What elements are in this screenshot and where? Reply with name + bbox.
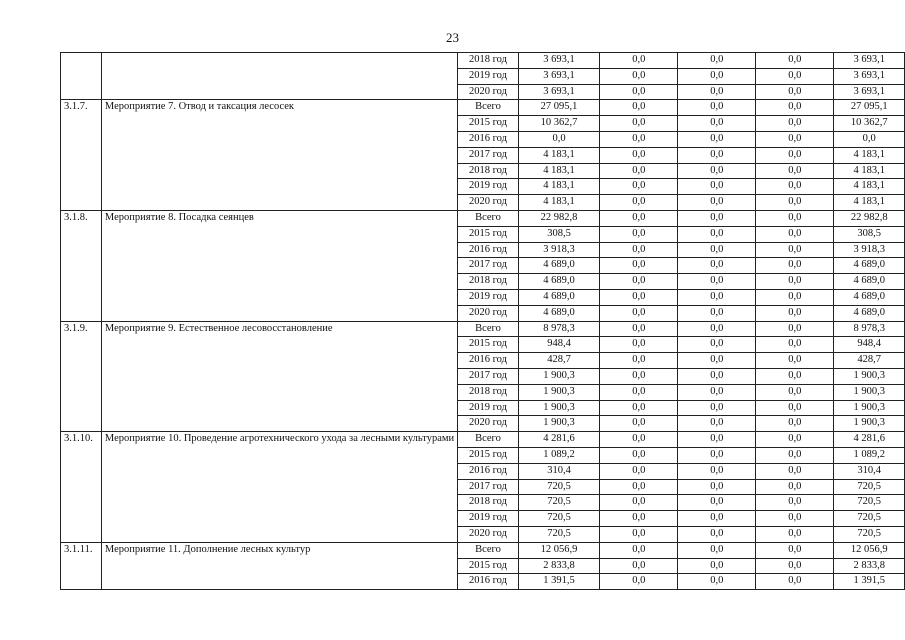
federal-funding-cell: 0,0	[600, 274, 678, 290]
total-funding-cell: 3 918,3	[518, 242, 599, 258]
federal-funding-cell: 0,0	[600, 368, 678, 384]
activity-name-cell: Мероприятие 9. Естественное лесовосстановление	[101, 321, 457, 432]
activity-code-cell: 3.1.8.	[61, 210, 102, 321]
total-funding-cell: 1 900,3	[518, 400, 599, 416]
regional-funding-cell: 0,0	[678, 84, 756, 100]
total-funding-cell: 1 900,3	[518, 368, 599, 384]
other-funding-cell: 3 693,1	[834, 84, 905, 100]
regional-funding-cell: 0,0	[678, 163, 756, 179]
row-period-cell: 2015 год	[458, 558, 519, 574]
regional-funding-cell: 0,0	[678, 68, 756, 84]
total-funding-cell: 12 056,9	[518, 542, 599, 558]
local-funding-cell: 0,0	[756, 179, 834, 195]
total-funding-cell: 4 689,0	[518, 305, 599, 321]
local-funding-cell: 0,0	[756, 242, 834, 258]
total-funding-cell: 4 281,6	[518, 432, 599, 448]
row-period-cell: 2017 год	[458, 147, 519, 163]
activity-name-cell: Мероприятие 11. Дополнение лесных культур	[101, 542, 457, 589]
row-period-cell: Всего	[458, 321, 519, 337]
other-funding-cell: 1 089,2	[834, 447, 905, 463]
row-period-cell: 2020 год	[458, 416, 519, 432]
local-funding-cell: 0,0	[756, 463, 834, 479]
regional-funding-cell: 0,0	[678, 574, 756, 590]
activity-name-cell: Мероприятие 7. Отвод и таксация лесосек	[101, 100, 457, 211]
other-funding-cell: 27 095,1	[834, 100, 905, 116]
row-period-cell: 2015 год	[458, 337, 519, 353]
other-funding-cell: 2 833,8	[834, 558, 905, 574]
row-period-cell: 2015 год	[458, 447, 519, 463]
other-funding-cell: 428,7	[834, 353, 905, 369]
row-period-cell: 2019 год	[458, 400, 519, 416]
local-funding-cell: 0,0	[756, 53, 834, 69]
other-funding-cell: 4 183,1	[834, 147, 905, 163]
regional-funding-cell: 0,0	[678, 337, 756, 353]
local-funding-cell: 0,0	[756, 84, 834, 100]
other-funding-cell: 1 900,3	[834, 400, 905, 416]
row-period-cell: 2018 год	[458, 274, 519, 290]
regional-funding-cell: 0,0	[678, 195, 756, 211]
table-row	[61, 321, 905, 337]
total-funding-cell: 3 693,1	[518, 68, 599, 84]
total-funding-cell: 428,7	[518, 353, 599, 369]
total-funding-cell: 4 689,0	[518, 274, 599, 290]
local-funding-cell: 0,0	[756, 511, 834, 527]
regional-funding-cell: 0,0	[678, 53, 756, 69]
local-funding-cell: 0,0	[756, 526, 834, 542]
total-funding-cell: 720,5	[518, 526, 599, 542]
local-funding-cell: 0,0	[756, 305, 834, 321]
total-funding-cell: 308,5	[518, 226, 599, 242]
federal-funding-cell: 0,0	[600, 337, 678, 353]
row-period-cell: 2016 год	[458, 463, 519, 479]
other-funding-cell: 22 982,8	[834, 210, 905, 226]
regional-funding-cell: 0,0	[678, 179, 756, 195]
local-funding-cell: 0,0	[756, 479, 834, 495]
total-funding-cell: 8 978,3	[518, 321, 599, 337]
row-period-cell: Всего	[458, 432, 519, 448]
total-funding-cell: 10 362,7	[518, 116, 599, 132]
activity-code-cell: 3.1.10.	[61, 432, 102, 543]
row-period-cell: 2018 год	[458, 163, 519, 179]
federal-funding-cell: 0,0	[600, 100, 678, 116]
regional-funding-cell: 0,0	[678, 100, 756, 116]
other-funding-cell: 4 183,1	[834, 163, 905, 179]
row-period-cell: 2020 год	[458, 84, 519, 100]
row-period-cell: 2015 год	[458, 226, 519, 242]
total-funding-cell: 3 693,1	[518, 84, 599, 100]
regional-funding-cell: 0,0	[678, 463, 756, 479]
row-period-cell: 2015 год	[458, 116, 519, 132]
other-funding-cell: 4 689,0	[834, 289, 905, 305]
local-funding-cell: 0,0	[756, 337, 834, 353]
total-funding-cell: 720,5	[518, 495, 599, 511]
other-funding-cell: 3 918,3	[834, 242, 905, 258]
row-period-cell: 2020 год	[458, 195, 519, 211]
total-funding-cell: 4 689,0	[518, 258, 599, 274]
local-funding-cell: 0,0	[756, 68, 834, 84]
federal-funding-cell: 0,0	[600, 163, 678, 179]
other-funding-cell: 3 693,1	[834, 68, 905, 84]
local-funding-cell: 0,0	[756, 416, 834, 432]
federal-funding-cell: 0,0	[600, 84, 678, 100]
row-period-cell: 2017 год	[458, 258, 519, 274]
other-funding-cell: 948,4	[834, 337, 905, 353]
local-funding-cell: 0,0	[756, 368, 834, 384]
local-funding-cell: 0,0	[756, 100, 834, 116]
table-row	[61, 100, 905, 116]
local-funding-cell: 0,0	[756, 147, 834, 163]
activity-name-cell: Мероприятие 10. Проведение агротехнического ухода за лесными культурами	[101, 432, 457, 543]
row-period-cell: 2018 год	[458, 495, 519, 511]
regional-funding-cell: 0,0	[678, 289, 756, 305]
regional-funding-cell: 0,0	[678, 558, 756, 574]
regional-funding-cell: 0,0	[678, 274, 756, 290]
federal-funding-cell: 0,0	[600, 305, 678, 321]
other-funding-cell: 3 693,1	[834, 53, 905, 69]
activity-code-cell: 3.1.11.	[61, 542, 102, 589]
federal-funding-cell: 0,0	[600, 400, 678, 416]
federal-funding-cell: 0,0	[600, 321, 678, 337]
other-funding-cell: 310,4	[834, 463, 905, 479]
regional-funding-cell: 0,0	[678, 479, 756, 495]
federal-funding-cell: 0,0	[600, 495, 678, 511]
federal-funding-cell: 0,0	[600, 558, 678, 574]
regional-funding-cell: 0,0	[678, 210, 756, 226]
other-funding-cell: 1 900,3	[834, 384, 905, 400]
other-funding-cell: 4 689,0	[834, 258, 905, 274]
local-funding-cell: 0,0	[756, 384, 834, 400]
other-funding-cell: 4 689,0	[834, 305, 905, 321]
regional-funding-cell: 0,0	[678, 242, 756, 258]
row-period-cell: Всего	[458, 100, 519, 116]
other-funding-cell: 4 281,6	[834, 432, 905, 448]
activity-code-cell	[61, 53, 102, 100]
total-funding-cell: 4 183,1	[518, 163, 599, 179]
regional-funding-cell: 0,0	[678, 368, 756, 384]
local-funding-cell: 0,0	[756, 116, 834, 132]
total-funding-cell: 2 833,8	[518, 558, 599, 574]
federal-funding-cell: 0,0	[600, 511, 678, 527]
activity-code-cell: 3.1.7.	[61, 100, 102, 211]
regional-funding-cell: 0,0	[678, 432, 756, 448]
regional-funding-cell: 0,0	[678, 495, 756, 511]
federal-funding-cell: 0,0	[600, 447, 678, 463]
local-funding-cell: 0,0	[756, 400, 834, 416]
total-funding-cell: 22 982,8	[518, 210, 599, 226]
federal-funding-cell: 0,0	[600, 353, 678, 369]
other-funding-cell: 1 900,3	[834, 416, 905, 432]
total-funding-cell: 720,5	[518, 479, 599, 495]
local-funding-cell: 0,0	[756, 131, 834, 147]
activity-name-cell: Мероприятие 8. Посадка сеянцев	[101, 210, 457, 321]
federal-funding-cell: 0,0	[600, 416, 678, 432]
local-funding-cell: 0,0	[756, 195, 834, 211]
row-period-cell: 2016 год	[458, 353, 519, 369]
federal-funding-cell: 0,0	[600, 574, 678, 590]
federal-funding-cell: 0,0	[600, 195, 678, 211]
regional-funding-cell: 0,0	[678, 511, 756, 527]
federal-funding-cell: 0,0	[600, 384, 678, 400]
regional-funding-cell: 0,0	[678, 305, 756, 321]
local-funding-cell: 0,0	[756, 542, 834, 558]
federal-funding-cell: 0,0	[600, 116, 678, 132]
regional-funding-cell: 0,0	[678, 116, 756, 132]
table-row	[61, 53, 905, 69]
regional-funding-cell: 0,0	[678, 131, 756, 147]
table-row	[61, 542, 905, 558]
other-funding-cell: 308,5	[834, 226, 905, 242]
total-funding-cell: 4 183,1	[518, 195, 599, 211]
federal-funding-cell: 0,0	[600, 463, 678, 479]
total-funding-cell: 4 183,1	[518, 147, 599, 163]
row-period-cell: 2017 год	[458, 479, 519, 495]
activity-code-cell: 3.1.9.	[61, 321, 102, 432]
row-period-cell: 2016 год	[458, 242, 519, 258]
regional-funding-cell: 0,0	[678, 447, 756, 463]
other-funding-cell: 720,5	[834, 495, 905, 511]
row-period-cell: 2019 год	[458, 511, 519, 527]
regional-funding-cell: 0,0	[678, 416, 756, 432]
federal-funding-cell: 0,0	[600, 131, 678, 147]
total-funding-cell: 720,5	[518, 511, 599, 527]
federal-funding-cell: 0,0	[600, 242, 678, 258]
federal-funding-cell: 0,0	[600, 542, 678, 558]
table-row	[61, 210, 905, 226]
federal-funding-cell: 0,0	[600, 68, 678, 84]
regional-funding-cell: 0,0	[678, 226, 756, 242]
local-funding-cell: 0,0	[756, 226, 834, 242]
local-funding-cell: 0,0	[756, 321, 834, 337]
federal-funding-cell: 0,0	[600, 210, 678, 226]
local-funding-cell: 0,0	[756, 163, 834, 179]
row-period-cell: 2017 год	[458, 368, 519, 384]
regional-funding-cell: 0,0	[678, 147, 756, 163]
other-funding-cell: 0,0	[834, 131, 905, 147]
other-funding-cell: 12 056,9	[834, 542, 905, 558]
regional-funding-cell: 0,0	[678, 321, 756, 337]
total-funding-cell: 1 391,5	[518, 574, 599, 590]
federal-funding-cell: 0,0	[600, 179, 678, 195]
regional-funding-cell: 0,0	[678, 258, 756, 274]
local-funding-cell: 0,0	[756, 574, 834, 590]
activity-name-cell	[101, 53, 457, 100]
budget-table-body	[61, 53, 905, 590]
total-funding-cell: 27 095,1	[518, 100, 599, 116]
regional-funding-cell: 0,0	[678, 400, 756, 416]
local-funding-cell: 0,0	[756, 447, 834, 463]
local-funding-cell: 0,0	[756, 258, 834, 274]
other-funding-cell: 1 900,3	[834, 368, 905, 384]
other-funding-cell: 4 689,0	[834, 274, 905, 290]
federal-funding-cell: 0,0	[600, 289, 678, 305]
federal-funding-cell: 0,0	[600, 432, 678, 448]
federal-funding-cell: 0,0	[600, 53, 678, 69]
federal-funding-cell: 0,0	[600, 258, 678, 274]
local-funding-cell: 0,0	[756, 495, 834, 511]
regional-funding-cell: 0,0	[678, 353, 756, 369]
other-funding-cell: 720,5	[834, 526, 905, 542]
local-funding-cell: 0,0	[756, 353, 834, 369]
local-funding-cell: 0,0	[756, 274, 834, 290]
other-funding-cell: 720,5	[834, 511, 905, 527]
federal-funding-cell: 0,0	[600, 226, 678, 242]
row-period-cell: 2019 год	[458, 179, 519, 195]
total-funding-cell: 310,4	[518, 463, 599, 479]
total-funding-cell: 0,0	[518, 131, 599, 147]
total-funding-cell: 948,4	[518, 337, 599, 353]
other-funding-cell: 4 183,1	[834, 195, 905, 211]
row-period-cell: Всего	[458, 210, 519, 226]
row-period-cell: 2018 год	[458, 53, 519, 69]
row-period-cell: 2018 год	[458, 384, 519, 400]
local-funding-cell: 0,0	[756, 289, 834, 305]
regional-funding-cell: 0,0	[678, 384, 756, 400]
row-period-cell: Всего	[458, 542, 519, 558]
other-funding-cell: 4 183,1	[834, 179, 905, 195]
federal-funding-cell: 0,0	[600, 526, 678, 542]
total-funding-cell: 3 693,1	[518, 53, 599, 69]
total-funding-cell: 4 689,0	[518, 289, 599, 305]
row-period-cell: 2019 год	[458, 289, 519, 305]
local-funding-cell: 0,0	[756, 432, 834, 448]
other-funding-cell: 8 978,3	[834, 321, 905, 337]
row-period-cell: 2020 год	[458, 305, 519, 321]
table-row	[61, 432, 905, 448]
local-funding-cell: 0,0	[756, 210, 834, 226]
row-period-cell: 2016 год	[458, 131, 519, 147]
page-number: 23	[446, 30, 459, 45]
federal-funding-cell: 0,0	[600, 479, 678, 495]
other-funding-cell: 1 391,5	[834, 574, 905, 590]
local-funding-cell: 0,0	[756, 558, 834, 574]
other-funding-cell: 720,5	[834, 479, 905, 495]
budget-table	[60, 52, 905, 590]
other-funding-cell: 10 362,7	[834, 116, 905, 132]
regional-funding-cell: 0,0	[678, 542, 756, 558]
total-funding-cell: 1 900,3	[518, 384, 599, 400]
total-funding-cell: 4 183,1	[518, 179, 599, 195]
regional-funding-cell: 0,0	[678, 526, 756, 542]
total-funding-cell: 1 900,3	[518, 416, 599, 432]
row-period-cell: 2016 год	[458, 574, 519, 590]
federal-funding-cell: 0,0	[600, 147, 678, 163]
row-period-cell: 2020 год	[458, 526, 519, 542]
row-period-cell: 2019 год	[458, 68, 519, 84]
total-funding-cell: 1 089,2	[518, 447, 599, 463]
